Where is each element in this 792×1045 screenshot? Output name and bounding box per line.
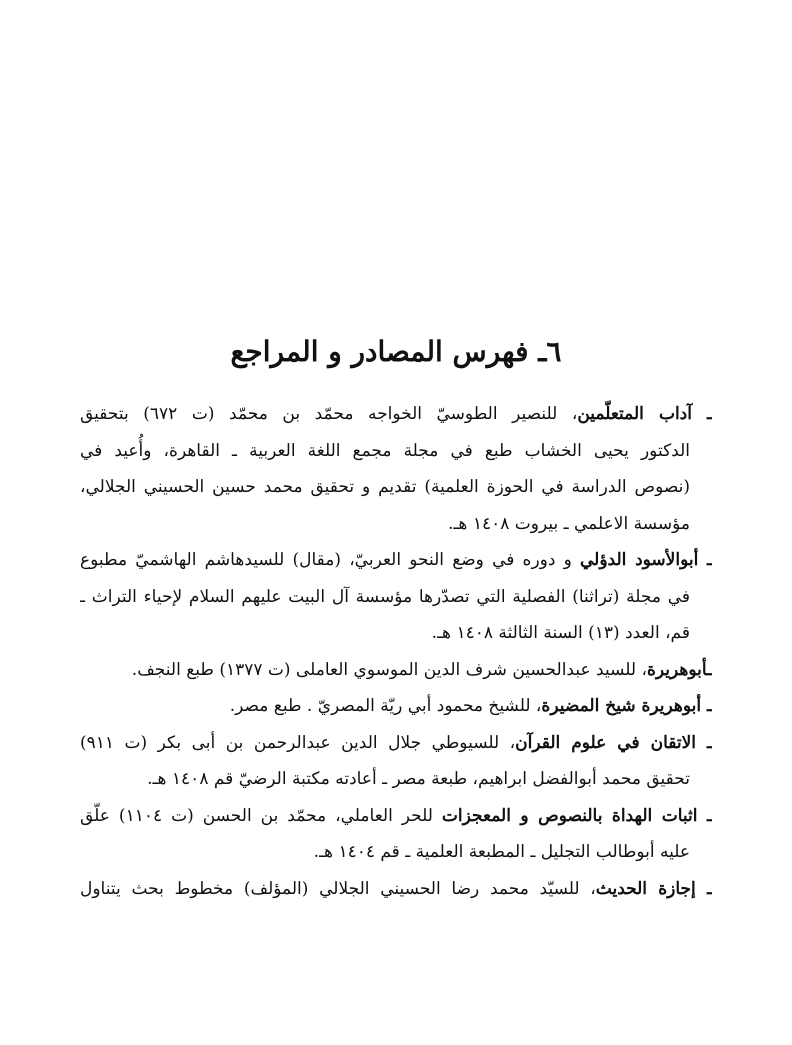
bibliography-entry-ithbat-al-hudat [80,798,712,871]
entry-dash: ـ [695,878,712,899]
entry-dash: ـ [691,404,712,424]
entry-title: أبوهريرة [646,659,708,680]
entry-text: ، للسيّد محمد رضا الحسيني الجلالي (المؤلف) مخطوط بحث يتناول [80,878,596,899]
entry-text: ، للشيخ محمود أبي ريّة المصريّ . طبع مصر. [229,696,542,716]
section-heading: ٦ـ فهرس المصادر و المراجع [230,335,562,368]
entry-first-line [80,396,712,433]
entry-dash: ـ [707,659,712,680]
entry-title: أبوالأسود الدؤلي [580,550,699,570]
entry-text: ، للسيد عبدالحسين شرف الدين الموسوي العاملى (ت ١٣٧٧) طبع النجف. [131,659,647,680]
entry-first-line [80,688,712,725]
entry-title: الاتقان في علوم القرآن [515,732,697,753]
entry-title: إجازة الحديث [595,878,696,899]
entry-title: أبوهريرة شيخ المضيرة [541,696,702,716]
entry-dash: ـ [697,805,712,826]
entry-continuation-line: الدكتور يحيى الخشاب طبع في مجلة مجمع اللغة العربية ـ القاهرة، وأُعيد في [80,440,690,461]
entry-text: ، للنصير الطوسيّ الخواجه محمّد بن محمّد (ت ٦٧٢) بتحقيق [80,404,578,424]
bibliography-list [80,396,712,907]
entry-continuation-line: (نصوص الدراسة في الحوزة العلمية) تقديم و تحقيق محمد حسين الحسيني الجلالي، [80,477,690,497]
entry-title: آداب المتعلّمين [577,404,692,424]
entry-first-line [80,798,712,835]
entry-first-line [80,725,712,762]
entry-first-line [80,652,712,689]
entry-continuation-line: عليه أبوطالب التجليل ـ المطبعة العلمية ـ قم ١٤٠٤ هـ. [313,842,690,862]
entry-title: اثبات الهداة بالنصوص و المعجزات [441,805,698,826]
bibliography-entry-abu-hurayra [80,652,712,689]
entry-text: ، للسيوطي جلال الدين عبدالرحمن بن أبى بكر (ت ٩١١) [80,732,516,753]
entry-dash: ـ [701,696,712,716]
bibliography-entry-adab-al-mutaallimin [80,396,712,542]
entry-continuation-line: في مجلة (تراثنا) الفصلية التي تصدّرها مؤسسة آل البيت عليهم السلام لإحياء التراث ـ [80,586,690,607]
entry-continuation-line: قم، العدد (١٣) السنة الثالثة ١٤٠٨ هـ. [431,623,690,643]
entry-continuation-line: تحقيق محمد أبوالفضل ابراهيم، طبعة مصر ـ أعادته مكتبة الرضيّ قم ١٤٠٨ هـ. [147,769,690,789]
entry-dash: ـ [698,550,712,570]
entry-text: للحر العاملي، محمّد بن الحسن (ت ١١٠٤) علّق [80,805,442,826]
entry-continuation-line: مؤسسة الاعلمي ـ بيروت ١٤٠٨ هـ. [448,513,690,534]
bibliography-entry-abul-aswad [80,542,712,652]
bibliography-entry-abu-hurayra-madira [80,688,712,725]
entry-text: و دوره في وضع النحو العربيّ، (مقال) للسيدهاشم الهاشميّ مطبوع [80,550,580,570]
bibliography-entry-al-itqan [80,725,712,798]
entry-first-line [80,871,712,908]
entry-dash: ـ [696,732,712,753]
entry-first-line [80,542,712,579]
bibliography-entry-ijazat-al-hadith [80,871,712,908]
